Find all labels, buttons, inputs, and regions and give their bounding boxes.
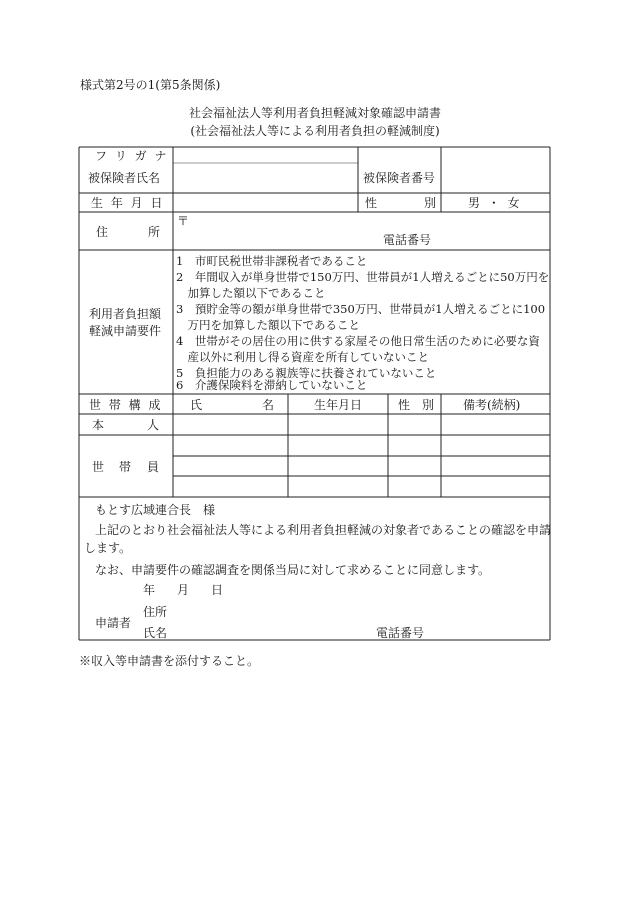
date-day-label: 日 (211, 583, 224, 597)
requirement-item: 1 市町民税世帯非課税者であること (176, 254, 368, 268)
address-label-1: 住 (96, 225, 109, 239)
furigana-label: フ リ ガ ナ (95, 149, 169, 163)
sex-options: 男 ・ 女 (468, 196, 522, 210)
requirement-item: 産以外に利用し得る資産を所有していないこと (176, 350, 429, 364)
declaration-line-1: 上記のとおり社会福祉法人等による利用者負担軽減の対象者であることの確認を申請 (95, 523, 552, 537)
requirement-item: 6 介護保険料を滞納していないこと (176, 378, 368, 392)
members-label-1: 世 (92, 460, 105, 474)
applicant-address-label: 住所 (143, 605, 168, 619)
col-note: 備考(続柄) (463, 398, 521, 412)
requirement-item: 2 年間収入が単身世帯で150万円、世帯員が1人増えるごとに50万円を (176, 270, 550, 284)
form-number: 様式第2号の1(第5条関係) (80, 78, 221, 92)
applicant-name-label: 氏名 (143, 626, 168, 640)
addressee: もとす広域連合長 様 (95, 503, 216, 517)
col-sex-2: 別 (422, 398, 435, 412)
postal-mark: 〒 (177, 214, 190, 228)
phone-label: 電話番号 (383, 233, 432, 247)
requirement-item: 5 負担能力のある親族等に扶養されていないこと (176, 366, 437, 380)
insured-name-label: 被保険者氏名 (88, 171, 161, 185)
address-label-2: 所 (148, 225, 161, 239)
requirement-item: 4 世帯がその居住の用に供する家屋その他日常生活のために必要な資 (176, 334, 540, 348)
requirements-label-1: 利用者負担額 (89, 307, 162, 321)
declaration-line-3: なお、申請要件の確認調査を関係当局に対して求めることに同意します。 (95, 563, 491, 577)
date-month-label: 月 (177, 583, 190, 597)
applicant-phone-label: 電話番号 (376, 626, 425, 640)
col-birthdate: 生年月日 (314, 398, 363, 412)
footnote: ※収入等申請書を添付すること。 (79, 654, 260, 668)
form-title: 社会福祉法人等利用者負担軽減対象確認申請書 (188, 106, 441, 120)
self-label-2: 人 (147, 418, 160, 432)
col-name-2: 名 (262, 398, 275, 412)
insured-number-label: 被保険者番号 (363, 171, 436, 185)
requirements-label-2: 軽減申請要件 (89, 324, 162, 338)
form-subtitle: (社会福祉法人等による利用者負担の軽減制度) (190, 124, 440, 138)
applicant-label: 申請者 (95, 616, 132, 630)
col-sex-1: 性 (398, 398, 411, 412)
members-label-3: 員 (147, 460, 160, 474)
date-year-label: 年 (143, 583, 156, 597)
self-label-1: 本 (92, 418, 105, 432)
sex-label-2: 別 (424, 196, 437, 210)
members-label-2: 帯 (119, 460, 132, 474)
declaration-line-2: します。 (84, 541, 132, 555)
requirement-item: 万円を加算した額以下であること (176, 318, 360, 332)
col-name-1: 氏 (190, 398, 203, 412)
household-header-label: 世 帯 構 成 (89, 398, 163, 412)
birthdate-label: 生 年 月 日 (91, 196, 165, 210)
requirement-item: 加算した額以下であること (176, 286, 326, 300)
requirement-item: 3 預貯金等の額が単身世帯で350万円、世帯員が1人増えるごとに100 (176, 302, 546, 316)
sex-label-1: 性 (365, 196, 378, 210)
